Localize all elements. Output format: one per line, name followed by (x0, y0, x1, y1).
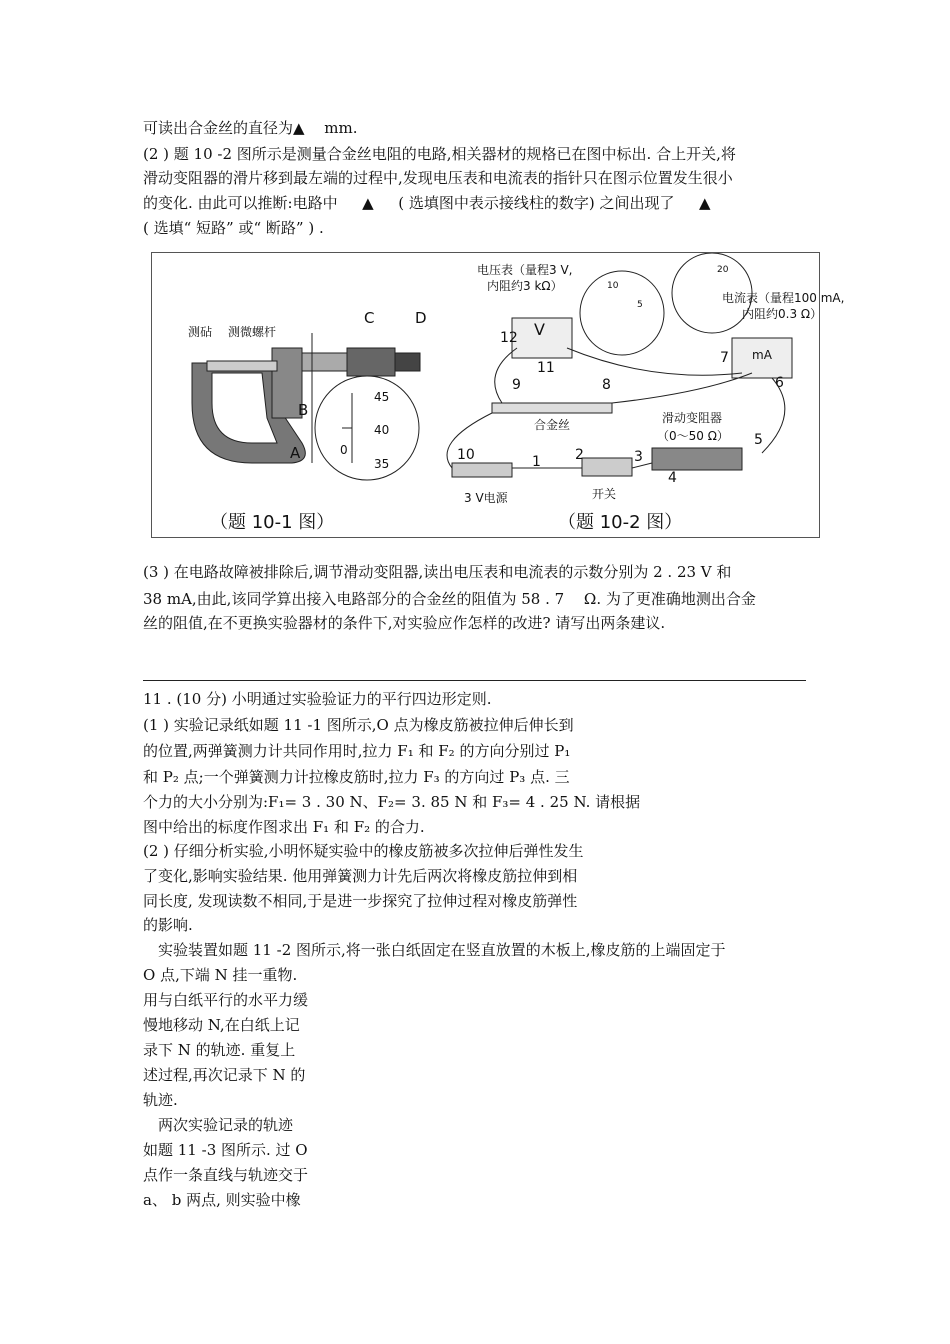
terminal-10: 10 (457, 447, 475, 463)
label-d: D (415, 309, 427, 327)
terminal-2: 2 (575, 447, 584, 463)
label-b: B (298, 401, 309, 419)
rheostat-range: （0～50 Ω） (657, 429, 729, 443)
text-line: 轨迹. (143, 1091, 178, 1109)
terminal-11: 11 (537, 360, 555, 376)
text-line: (3 ) 在电路故障被排除后,调节滑动变阻器,读出电压表和电流表的示数分别为 2 . 23 V 和 (143, 563, 732, 581)
caption-10-1: （题 10-1 图） (210, 512, 335, 533)
scale-0: 0 (340, 443, 348, 457)
text-line: 的影响. (143, 916, 193, 934)
scale-40: 40 (374, 423, 390, 437)
figure-10 (151, 252, 845, 538)
caption-10-2: （题 10-2 图） (558, 512, 683, 533)
rheostat-label: 滑动变阻器 (662, 411, 723, 425)
ammeter-label: 电流表（量程100 mA, (722, 291, 845, 305)
voltmeter-label: 电压表（量程3 V, (477, 263, 573, 277)
text-line: 述过程,再次记录下 N 的 (143, 1066, 306, 1084)
text-line: 滑动变阻器的滑片移到最左端的过程中,发现电压表和电流表的指针只在图示位置发生很小 (143, 169, 733, 187)
text-line: (2 ) 题 10 -2 图所示是测量合金丝电阻的电路,相关器材的规格已在图中标出. 合上开关,将 (143, 145, 736, 163)
text-line: 和 P₂ 点;一个弹簧测力计拉橡皮筋时,拉力 F₃ 的方向过 P₃ 点. 三 (143, 768, 570, 786)
text-line: a、 b 两点, 则实验中橡 (143, 1191, 301, 1209)
ma-symbol: mA (752, 348, 772, 362)
alloy-label: 合金丝 (534, 418, 571, 432)
text-line: ( 选填“ 短路” 或“ 断路” ) . (143, 219, 324, 237)
terminal-8: 8 (602, 377, 611, 393)
dial-v-10: 10 (607, 281, 619, 291)
terminal-12: 12 (500, 330, 518, 346)
text-line: 38 mA,由此,该同学算出接入电路部分的合金丝的阻值为 58 . 7 Ω. 为了更准确地测出合金 (143, 590, 756, 608)
label-c: C (364, 309, 375, 327)
label-spindle: 测微螺杆 (228, 325, 277, 339)
voltmeter-label-2: 内阻约3 kΩ） (487, 279, 563, 293)
source-label: 3 V电源 (464, 491, 508, 505)
text-line: 了变化,影响实验结果. 他用弹簧测力计先后两次将橡皮筋拉伸到相 (143, 867, 578, 885)
text-line: 同长度, 发现读数不相同,于是进一步探究了拉伸过程对橡皮筋弹性 (143, 892, 578, 910)
text-line: 图中给出的标度作图求出 F₁ 和 F₂ 的合力. (143, 818, 425, 836)
terminal-4: 4 (668, 470, 677, 486)
v-symbol: V (534, 320, 545, 339)
dial-v-5: 5 (637, 300, 643, 310)
text-line: 的位置,两弹簧测力计共同作用时,拉力 F₁ 和 F₂ 的方向分别过 P₁ (143, 742, 571, 760)
text-line: 慢地移动 N,在白纸上记 (143, 1016, 300, 1034)
terminal-3: 3 (634, 449, 643, 465)
text-line: 11 . (10 分) 小明通过实验验证力的平行四边形定则. (143, 690, 492, 708)
label-anvil: 测砧 (188, 325, 213, 339)
text-line: 两次实验记录的轨迹 (143, 1116, 294, 1134)
answer-line (143, 680, 806, 681)
text-line: (2 ) 仔细分析实验,小明怀疑实验中的橡皮筋被多次拉伸后弹性发生 (143, 842, 584, 860)
text-line: 丝的阻值,在不更换实验器材的条件下,对实验应作怎样的改进? 请写出两条建议. (143, 614, 666, 632)
text-line: 录下 N 的轨迹. 重复上 (143, 1041, 296, 1059)
terminal-7: 7 (720, 350, 729, 366)
switch-label: 开关 (592, 487, 617, 501)
terminal-6: 6 (775, 375, 784, 391)
text-line: 实验装置如题 11 -2 图所示,将一张白纸固定在竖直放置的木板上,橡皮筋的上端固定于 (143, 941, 726, 959)
scale-35: 35 (374, 457, 390, 471)
ammeter-label-2: 内阻约0.3 Ω） (742, 307, 823, 321)
terminal-5: 5 (754, 432, 763, 448)
terminal-9: 9 (512, 377, 521, 393)
text-line: 个力的大小分别为:F₁= 3 . 30 N、F₂= 3. 85 N 和 F₃= 4 . 25 N. 请根据 (143, 793, 641, 811)
text-line: O 点,下端 N 挂一重物. (143, 966, 298, 984)
text-line: 可读出合金丝的直径为▲ mm. (143, 119, 358, 137)
text-line: 点作一条直线与轨迹交于 (143, 1166, 309, 1184)
text-line: (1 ) 实验记录纸如题 11 -1 图所示,O 点为橡皮筋被拉伸后伸长到 (143, 716, 574, 734)
scale-45: 45 (374, 390, 390, 404)
dial-a-20: 20 (717, 265, 729, 275)
terminal-1: 1 (532, 454, 541, 470)
text-line: 的变化. 由此可以推断:电路中 ▲ ( 选填图中表示接线柱的数字) 之间出现了 ▲ (143, 194, 711, 212)
label-a: A (290, 444, 301, 462)
text-line: 如题 11 -3 图所示. 过 O (143, 1141, 308, 1159)
text-line: 用与白纸平行的水平力缓 (143, 991, 309, 1009)
